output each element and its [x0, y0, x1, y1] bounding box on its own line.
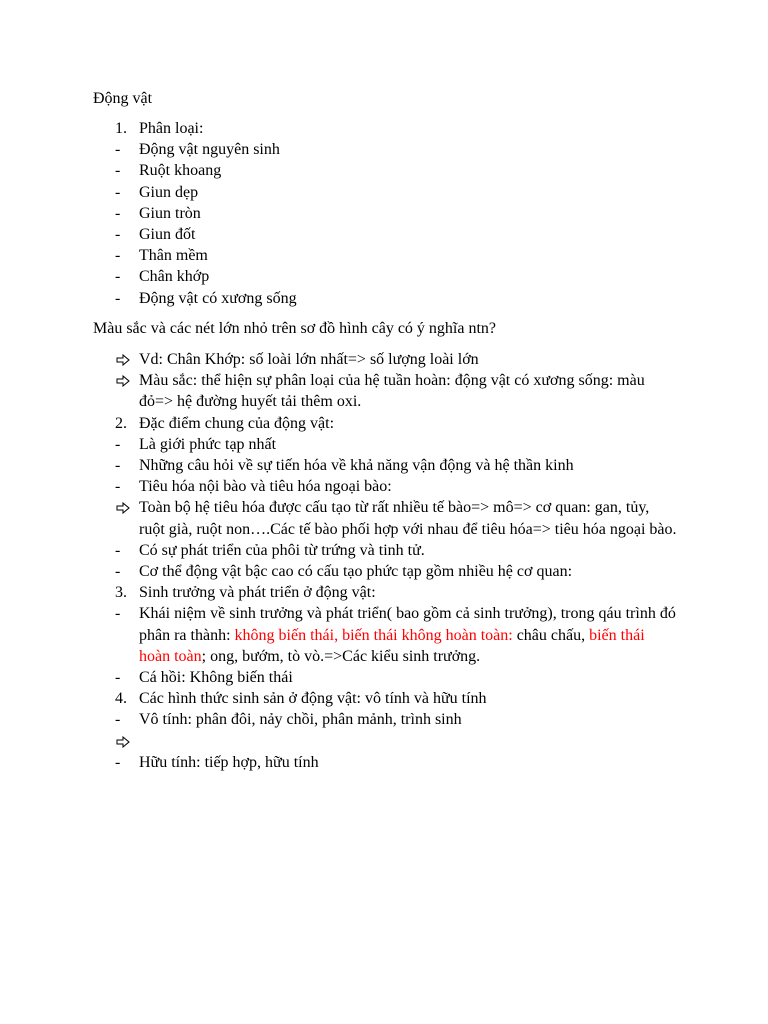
dash-bullet: -: [115, 162, 121, 180]
list-item: [0, 182, 768, 203]
document-title: Động vật: [93, 90, 153, 107]
section-2-heading: [0, 413, 768, 434]
text-run: :: [226, 626, 235, 644]
hollow-right-arrow-icon: [116, 736, 130, 748]
dash-bullet: -: [115, 226, 121, 244]
text-run: ; ong, bướm, tò vò.=>Các kiểu sinh trưởng.: [201, 647, 481, 665]
arrow-list-item: [0, 497, 768, 539]
list-item: [0, 476, 768, 497]
dash-bullet: -: [115, 204, 121, 222]
list-item: [0, 139, 768, 160]
section-3-heading: [0, 582, 768, 603]
arrow-list-item: [0, 370, 768, 412]
dash-bullet: -: [115, 541, 121, 559]
main-list: [0, 349, 768, 773]
dash-bullet: -: [115, 435, 121, 453]
answer-text: Vd: Chân Khớp: số loài lớn nhất=> số lượng loài lớn: [139, 351, 479, 368]
section-heading-text: Các hình thức sinh sản ở động vật: vô tính và hữu tính: [139, 690, 487, 708]
list-item: [0, 203, 768, 224]
list-item-text: Toàn bộ hệ tiêu hóa được cấu tạo từ rất nhiều tế bào=> mô=> cơ quan: gan, tủy, ruột già, ruột non….Các tế bào phối hợp với nhau để tiêu hóa=> tiêu hóa ngoại bào.: [139, 499, 677, 538]
dash-bullet: -: [115, 183, 121, 201]
arrow-list-item: [0, 349, 768, 370]
highlighted-text: không biến thái, biến thái không hoàn toàn:: [234, 626, 513, 644]
list-item: [0, 561, 768, 582]
list-item: [0, 540, 768, 561]
dash-bullet: -: [115, 711, 121, 729]
dash-bullet: -: [115, 563, 121, 581]
list-item: [0, 603, 768, 667]
dash-bullet: -: [115, 605, 121, 623]
list-item-text: Hữu tính: tiếp hợp, hữu tính: [139, 753, 319, 771]
hollow-right-arrow-icon: [116, 502, 130, 514]
list-item-text: Động vật có xương sống: [139, 289, 297, 307]
list-item-text: Tiêu hóa nội bào và tiêu hóa ngoại bào:: [139, 478, 392, 496]
section-heading-text: Sinh trưởng và phát triển ở động vật:: [139, 584, 376, 602]
list-item: [0, 709, 768, 730]
list-item-text: Giun tròn: [139, 204, 201, 222]
list-item: [0, 752, 768, 773]
list-number: 3.: [115, 584, 127, 602]
dash-bullet: -: [115, 268, 121, 286]
list-item-text: Những câu hỏi về sự tiến hóa về khả năng vận động và hệ thần kinh: [139, 457, 574, 475]
list-item-text: [139, 603, 679, 667]
list-item: [0, 224, 768, 245]
text-run: châu chấu,: [512, 626, 590, 644]
list-item: [0, 160, 768, 181]
section-heading-text: Phân loại:: [139, 120, 204, 137]
section-4-heading: [0, 688, 768, 709]
list-item: [0, 288, 768, 309]
dash-bullet: -: [115, 289, 121, 307]
question-paragraph: Màu sắc và các nét lớn nhỏ trên sơ đồ hình cây có ý nghĩa ntn?: [93, 320, 497, 337]
section-heading-text: Đặc điểm chung của động vật:: [139, 414, 335, 432]
list-number: 1.: [115, 120, 127, 137]
dash-bullet: -: [115, 247, 121, 265]
list-item-text: Thân mềm: [139, 247, 208, 265]
list-item-text: Là giới phức tạp nhất: [139, 435, 277, 453]
highlighted-text: biến thái hoàn toàn: [139, 626, 645, 665]
list-item-text: Giun đốt: [139, 226, 196, 244]
list-item-text: Cá hồi: Không biến thái: [139, 669, 293, 687]
section-1-list: [0, 118, 768, 309]
list-number: 4.: [115, 690, 127, 708]
hollow-right-arrow-icon: [116, 375, 130, 387]
list-item-text: Vô tính: phân đôi, nảy chồi, phân mảnh, trình sinh: [139, 711, 462, 729]
list-item: [0, 434, 768, 455]
list-item: [0, 245, 768, 266]
text-run: Khái niệm về sinh trưởng và phát triển( bao gồm cả sinh trưởng), trong qáu trình đó phân ra thành: [139, 605, 676, 644]
dash-bullet: -: [115, 753, 121, 771]
answer-text: Màu sắc: thể hiện sự phân loại của hệ tuần hoàn: động vật có xương sống: màu đỏ=> hệ đường huyết tải thêm oxi.: [139, 372, 645, 411]
list-item-text: Có sự phát triển của phôi từ trứng và tinh tử.: [139, 541, 425, 559]
dash-bullet: -: [115, 141, 121, 159]
dash-bullet: -: [115, 457, 121, 475]
arrow-list-item: [0, 731, 768, 752]
dash-bullet: -: [115, 478, 121, 496]
list-item-text: Ruột khoang: [139, 162, 222, 180]
list-item: [0, 455, 768, 476]
list-item-text: Cơ thể động vật bậc cao có cấu tạo phức tạp gồm nhiều hệ cơ quan:: [139, 563, 573, 581]
list-item: [0, 667, 768, 688]
section-1-heading: [0, 118, 768, 139]
list-item-text: Động vật nguyên sinh: [139, 141, 280, 159]
list-item-text: Chân khớp: [139, 268, 210, 286]
hollow-right-arrow-icon: [116, 354, 130, 366]
list-item: [0, 266, 768, 287]
list-item-text: Giun dẹp: [139, 183, 199, 201]
dash-bullet: -: [115, 669, 121, 687]
list-number: 2.: [115, 414, 127, 432]
